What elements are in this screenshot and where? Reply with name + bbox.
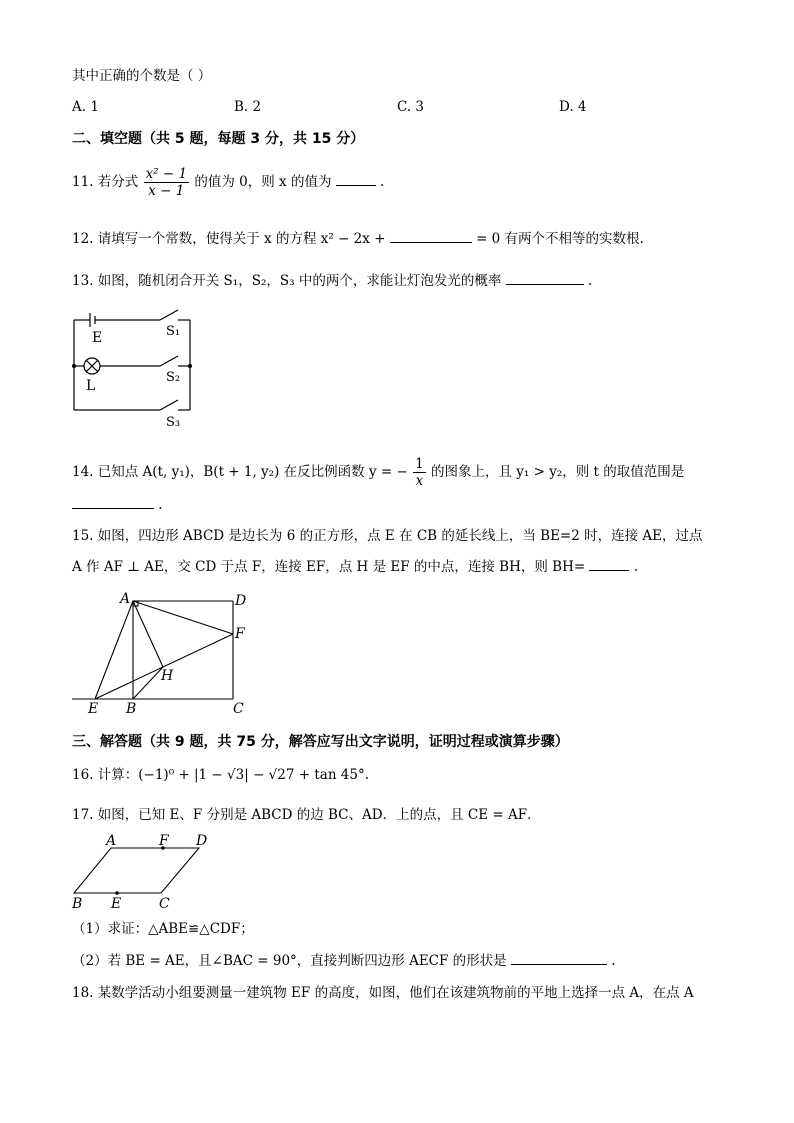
q15-text-b: .: [633, 559, 639, 575]
fig15-label-a: A: [120, 591, 131, 607]
q17-part1: （1）求证：△ABE≌△CDF；: [72, 921, 254, 937]
option-c: C. 3: [397, 99, 425, 115]
label-lamp-l: L: [86, 378, 96, 394]
q16: 16. 计算：(−1)⁰ + |1 − √3| − √27 + tan 45°.: [72, 767, 370, 783]
q14-text-b: 的图象上，且 y₁ > y₂，则 t 的取值范围是: [430, 464, 685, 480]
q14-denominator: x: [415, 473, 424, 489]
label-battery-e: E: [92, 330, 103, 346]
q11-numerator: x² − 1: [145, 166, 188, 182]
fig15-label-e: E: [88, 701, 99, 717]
q13-text-a: 13. 如图，随机闭合开关 S₁，S₂，S₃ 中的两个，求能让灯泡发光的概率: [72, 273, 502, 289]
fig15-label-b: B: [126, 701, 137, 717]
fig15-label-f: F: [235, 626, 245, 642]
q17-stem: 17. 如图，已知 E、F 分别是 ABCD 的边 BC、AD．上的点，且 CE = AF．: [72, 807, 541, 823]
q12-text-b: = 0 有两个不相等的实数根.: [476, 231, 644, 247]
fig15-label-d: D: [235, 593, 247, 609]
fig17-label-b: B: [72, 896, 83, 912]
fig17-label-f: F: [159, 833, 169, 849]
q14-text-c: .: [158, 497, 163, 513]
q10-stem: 其中正确的个数是（ ）: [72, 68, 212, 84]
fig17-label-d: D: [196, 833, 208, 849]
q11-denominator: x − 1: [148, 183, 185, 199]
q17-answer-blank[interactable]: [511, 950, 607, 965]
option-b: B. 2: [234, 99, 262, 115]
fig15-label-h: H: [161, 668, 174, 684]
q11-text-b: 的值为 0，则 x 的值为: [194, 174, 332, 190]
fig15-label-c: C: [233, 701, 244, 717]
fig17-label-c: C: [159, 896, 170, 912]
label-switch-s3: S₃: [166, 415, 181, 430]
section-3-title: 三、解答题（共 9 题，共 75 分，解答应写出文字说明，证明过程或演算步骤）: [72, 734, 569, 750]
q18-stem: 18. 某数学活动小组要测量一建筑物 EF 的高度，如图，他们在该建筑物前的平地上选择一点 A，在点 A: [72, 985, 694, 1001]
q11-text-a: 11. 若分式: [72, 174, 139, 190]
q14-text-a: 14. 已知点 A(t, y₁)，B(t + 1, y₂) 在反比例函数 y = −: [72, 464, 408, 480]
label-switch-s2: S₂: [166, 370, 181, 385]
q11-text-c: .: [380, 174, 385, 190]
q15-text-a: A 作 AF ⊥ AE，交 CD 于点 F，连接 EF，点 H 是 EF 的中点，连接 BH，则 BH=: [72, 559, 586, 575]
section-2-title: 二、填空题（共 5 题，每题 3 分，共 15 分）: [72, 131, 365, 147]
q17-part2: [72, 950, 616, 971]
fig17-label-a: A: [106, 833, 117, 849]
fig17-label-e: E: [111, 896, 122, 912]
q15-line1: 15. 如图，四边形 ABCD 是边长为 6 的正方形，点 E 在 CB 的延长线上，当 BE=2 时，连接 AE，过点: [72, 528, 703, 544]
option-a: A. 1: [72, 99, 99, 115]
q14-numerator: 1: [415, 456, 424, 472]
q17-part2-text: （2）若 BE = AE，且∠BAC = 90°，直接判断四边形 AECF 的形状是: [72, 953, 507, 969]
label-switch-s1: S₁: [166, 324, 181, 339]
q12-text-a: 12. 请填写一个常数，使得关于 x 的方程 x² − 2x +: [72, 231, 386, 247]
point-e: [115, 891, 119, 895]
option-d: D. 4: [559, 99, 587, 115]
q13-text-b: .: [587, 273, 593, 289]
q17-part2-end: .: [611, 953, 616, 969]
